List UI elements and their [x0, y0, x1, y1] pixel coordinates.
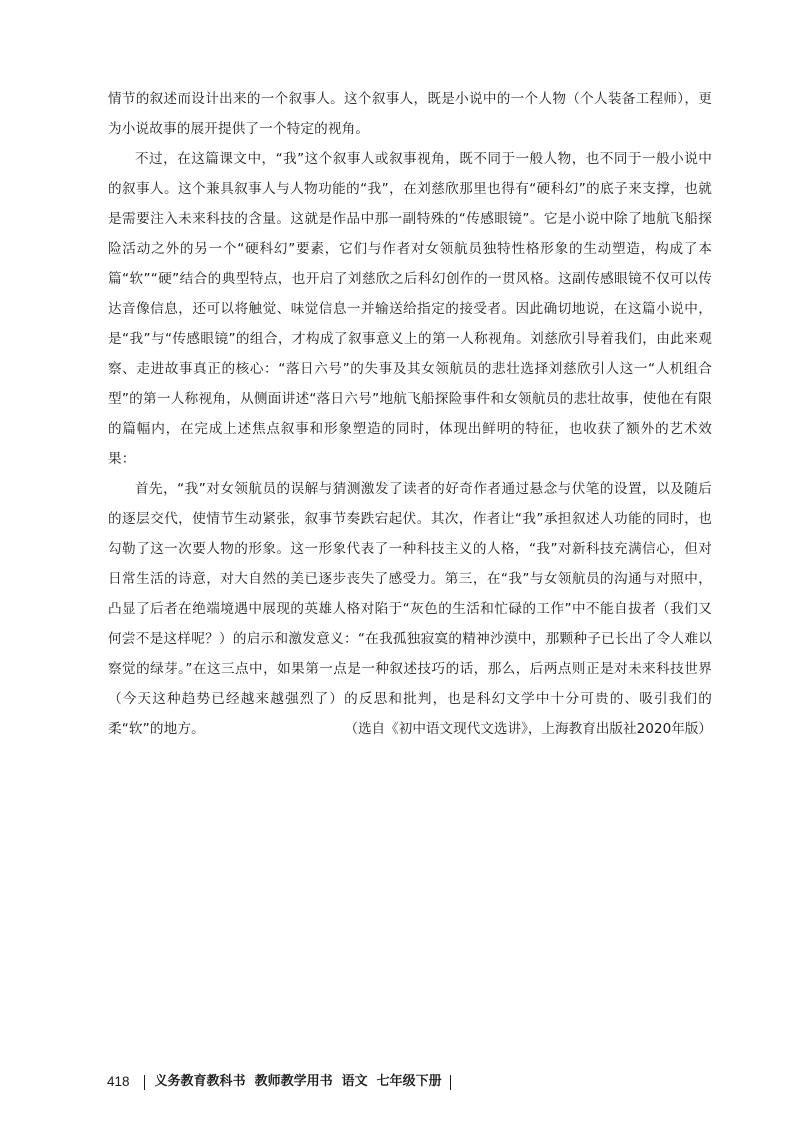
article-body — [108, 84, 712, 744]
book-series-title: 义务教育教科书 教师教学用书 语文 七年级下册 — [154, 1074, 442, 1089]
page-number: 418 — [107, 1074, 130, 1089]
page-footer — [107, 1070, 707, 1094]
footer-divider-end — [450, 1075, 451, 1090]
paragraph-continuation: 情节的叙述而设计出来的一个叙事人。这个叙事人，既是小说中的一个人物（个人装备工程师），更为小说故事的展开提供了一个特定的视角。 — [108, 91, 712, 137]
paragraph-three-effects: 首先，“我”对女领航员的误解与猜测激发了读者的好奇作者通过悬念与伏笔的设置，以及随后的逐层交代，使情节生动紧张，叙事节奏跌宕起伏。其次，作者让“我”承担叙述人功能的同时，也勾勒了这一次要人物的形象。这一形象代表了一种科技主义的人格，“我”对新科技充满信心，但对日常生活的诗意，对大自然的美已逐步丧失了感受力。第三，在“我”与女领航员的沟通与对照中，凸显了后者在绝端境遇中展现的英雄人格对陷于“灰色的生活和忙碌的工作”中不能自拔者（我们又何尝不是这样呢？）的启示和激发意义：“在我孤独寂寞的精神沙漠中，那颗种子已长出了令人难以察觉的绿芽。”在这三点中，如果第一点是一种叙述技巧的话，那么，后两点则正是对未来科技世界（今天这种趋势已经越来越强烈了）的反思和批判，也是科幻文学中十分可贵的、吸引我们的柔“软”的地方。 — [108, 481, 712, 737]
footer-divider — [144, 1075, 145, 1090]
paragraph-narrator-perspective: 不过，在这篇课文中，“我”这个叙事人或叙事视角，既不同于一般人物，也不同于一般小说中的叙事人。这个兼具叙事人与人物功能的“我”，在刘慈欣那里也得有“硬科幻”的底子来支撑，也就是需要注入未来科技的含量。这就是作品中那一副特殊的“传感眼镜”。它是小说中除了地航飞船探险活动之外的另一个“硬科幻”要素，它们与作者对女领航员独特性格形象的生动塑造，构成了本篇“软”“硬”结合的典型特点，也开启了刘慈欣之后科幻创作的一贯风格。这副传感眼镜不仅可以传达音像信息，还可以将触觉、味觉信息一并输送给指定的接受者。因此确切地说，在这篇小说中，是“我”与“传感眼镜”的组合，才构成了叙事意义上的第一人称视角。刘慈欣引导着我们，由此来观察、走进故事真正的核心：“落日六号”的失事及其女领航员的悲壮选择刘慈欣引人这一“人机组合型”的第一人称视角，从侧面讲述“落日六号”地航飞船探险事件和女领航员的悲壮故事，使他在有限的篇幅内，在完成上述焦点叙事和形象塑造的同时，体现出鲜明的特征，也收获了额外的艺术效果： — [108, 151, 712, 467]
source-citation: （选自《初中语文现代文选讲》，上海教育出版社2020年版） — [344, 721, 712, 737]
